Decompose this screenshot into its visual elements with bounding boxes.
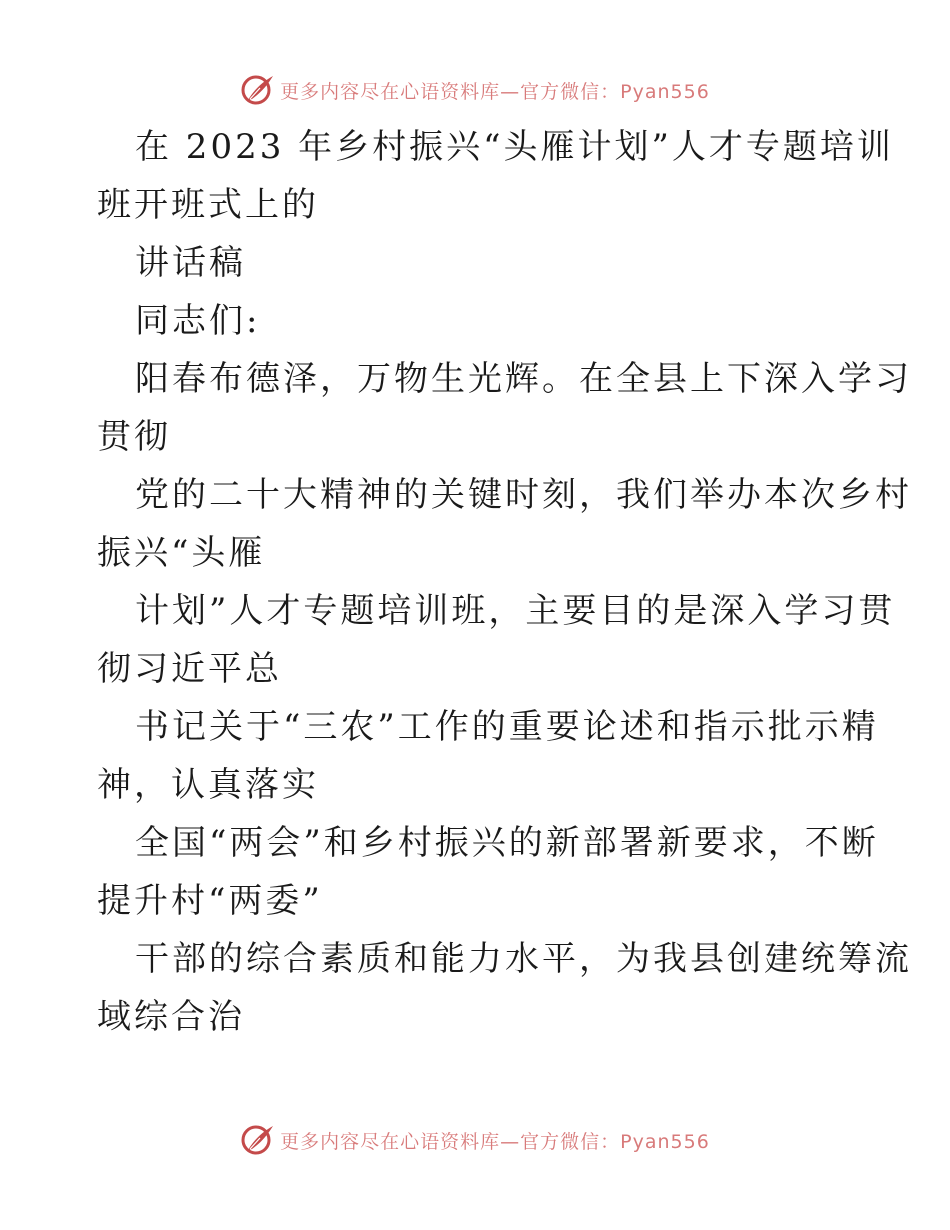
paragraph-line: 书记关于“三农”工作的重要论述和指示批示精 [135,707,879,747]
quill-pen-logo-icon [240,72,276,108]
paragraph-line: 干部的综合素质和能力水平，为我县创建统筹流 [135,939,912,979]
title-line-1: 在 2023 年乡村振兴“头雁计划”人才专题培训 [135,127,894,167]
paragraph-line: 全国“两会”和乡村振兴的新部署新要求，不断 [135,823,879,863]
paragraph-line: 彻习近平总 [97,649,282,689]
paragraph-line: 党的二十大精神的关键时刻，我们举办本次乡村 [135,475,912,515]
watermark-text: 更多内容尽在心语资料库—官方微信：Pyan556 [280,1130,710,1153]
paragraph-line: 计划”人才专题培训班，主要目的是深入学习贯 [135,591,896,631]
document-body [97,118,912,1046]
paragraph-line: 神，认真落实 [97,765,319,805]
title-line-3: 讲话稿 [135,243,246,283]
header-watermark [0,70,950,110]
title-line-2: 班开班式上的 [97,185,319,225]
footer-watermark [0,1120,950,1160]
salutation: 同志们: [135,301,261,341]
quill-pen-logo-icon [240,1122,276,1158]
paragraph-line: 提升村“两委” [97,881,323,921]
paragraph-line: 贯彻 [97,417,171,457]
watermark-text: 更多内容尽在心语资料库—官方微信：Pyan556 [280,80,710,103]
paragraph-line: 阳春布德泽，万物生光辉。在全县上下深入学习 [135,359,912,399]
paragraph-line: 域综合治 [97,997,245,1037]
paragraph-line: 振兴“头雁 [97,533,266,573]
